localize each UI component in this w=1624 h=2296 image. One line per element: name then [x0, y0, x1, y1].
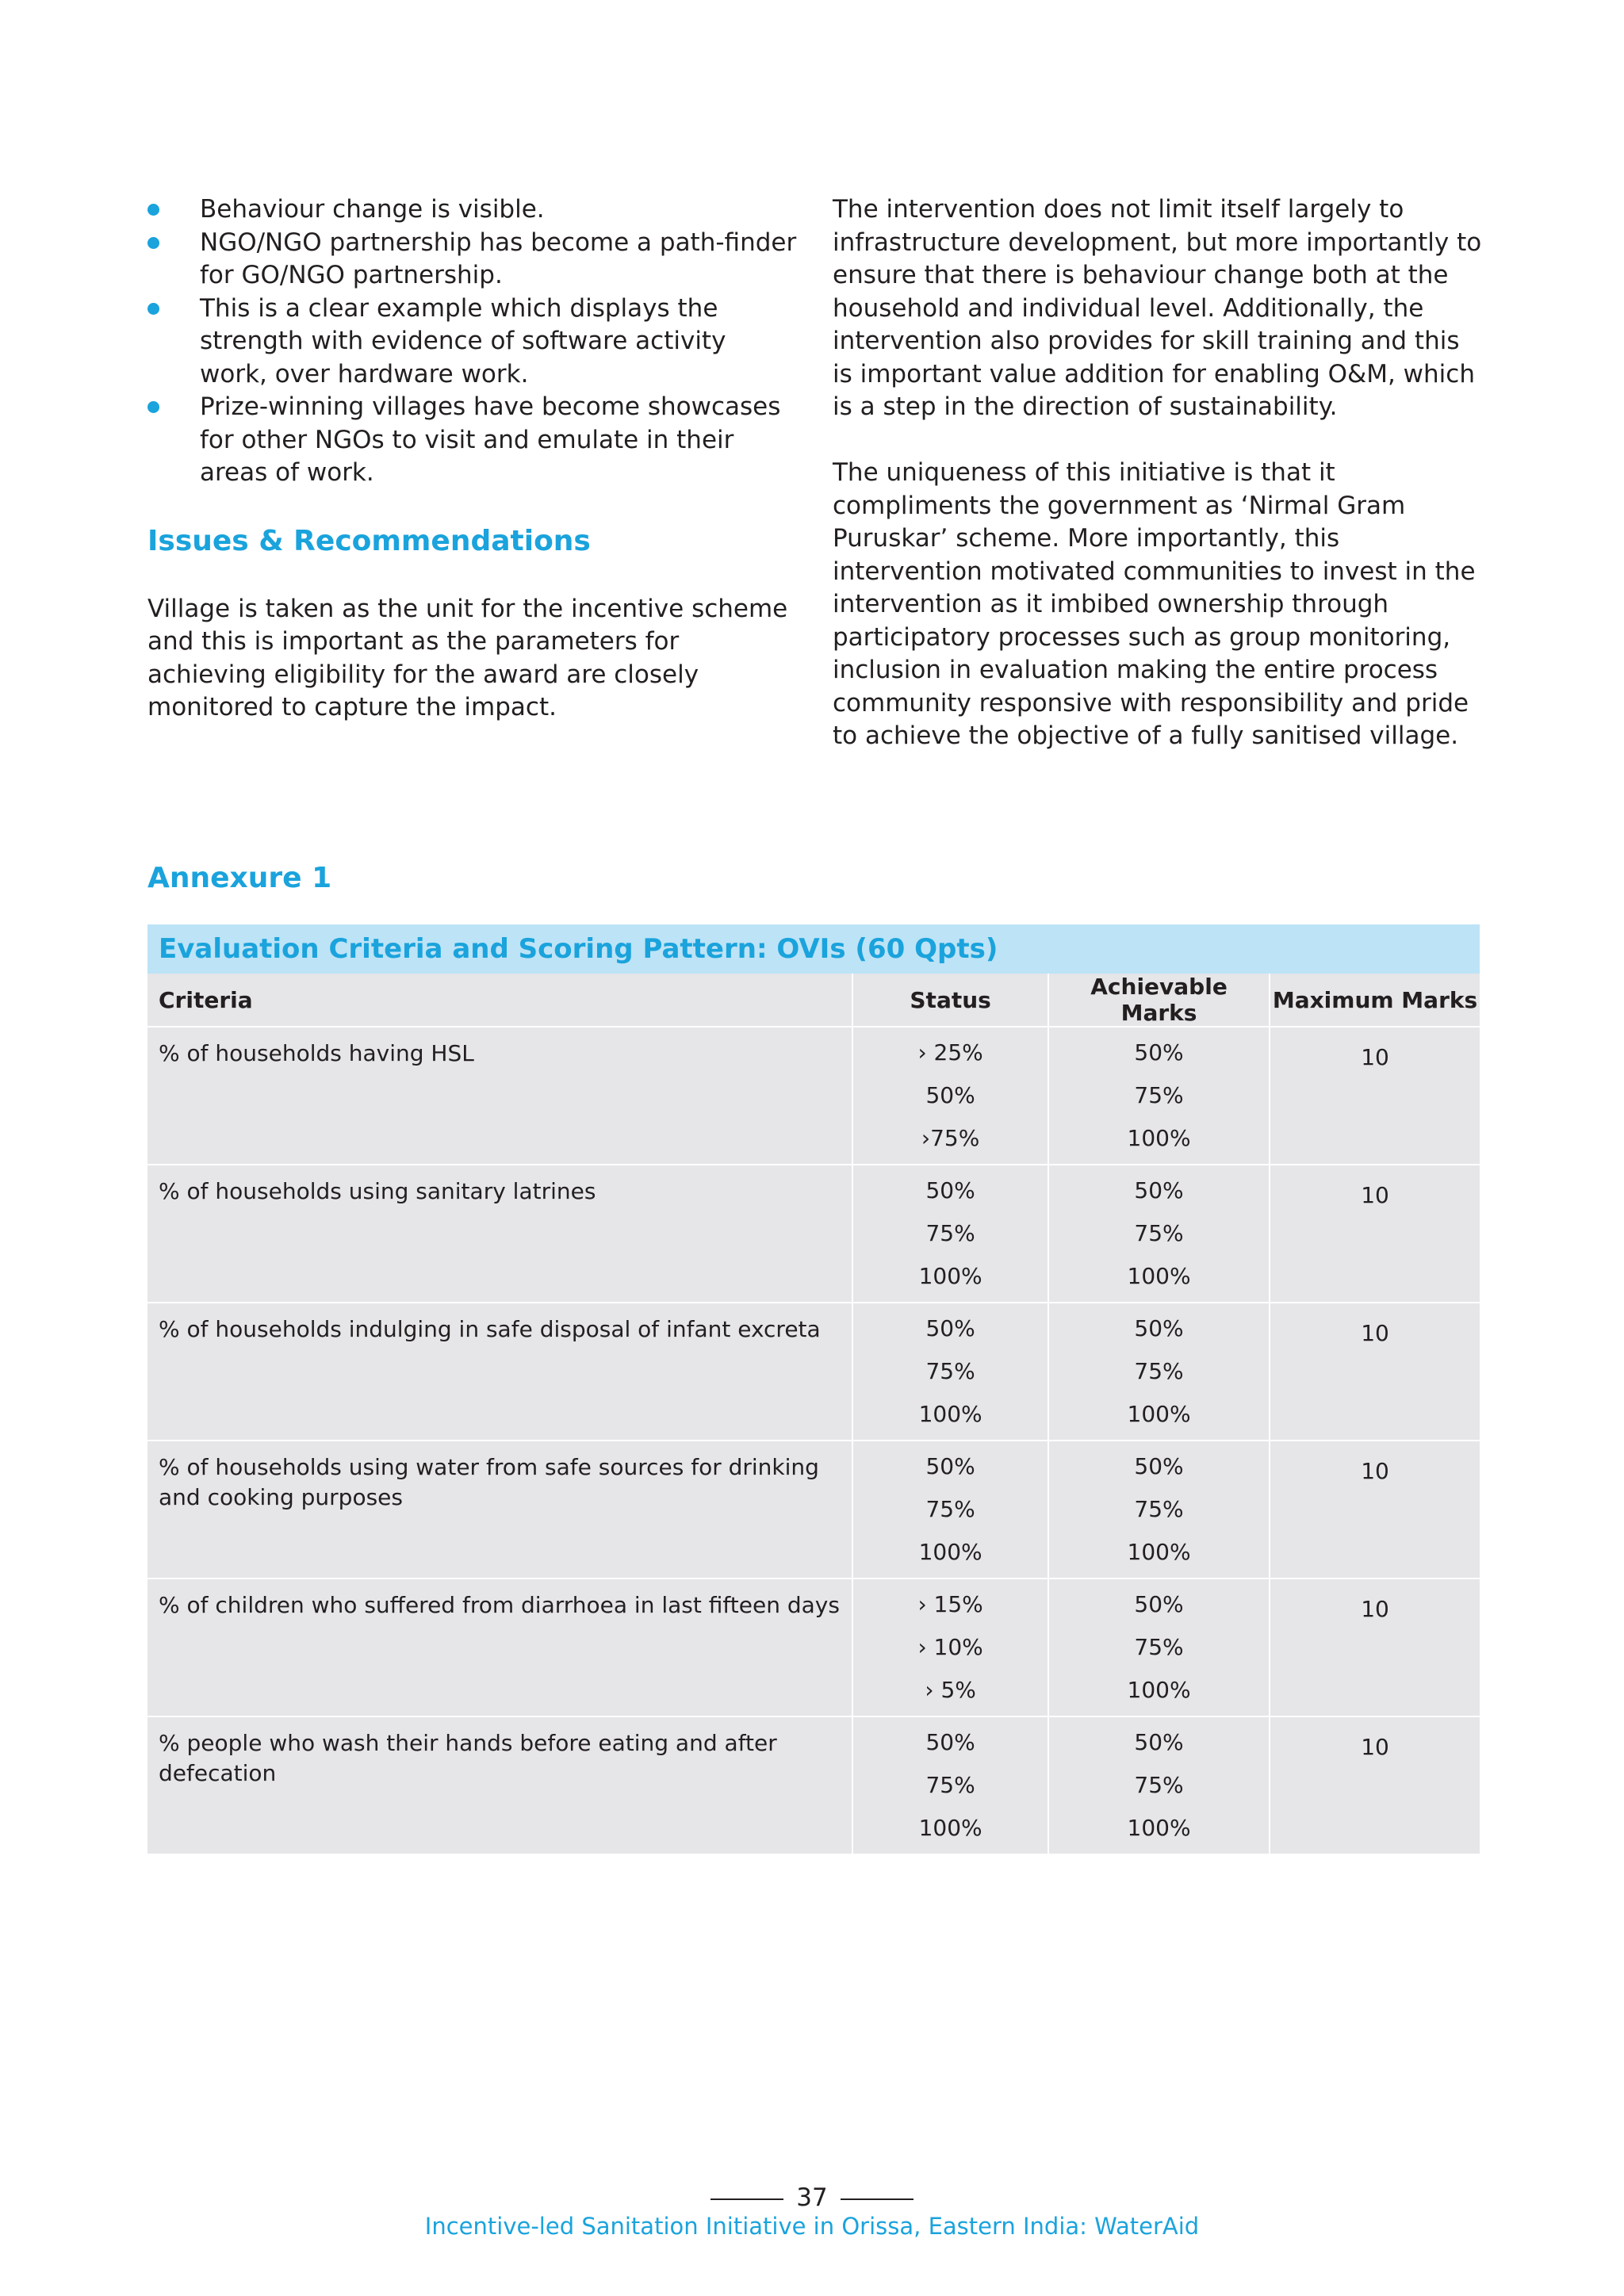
criteria-cell: % of households having HSL	[147, 1027, 852, 1165]
status-cell	[852, 1578, 1048, 1716]
status-cell	[852, 1165, 1048, 1303]
status-value: 75%	[925, 1772, 975, 1798]
maximum-cell: 10	[1270, 1441, 1480, 1578]
status-value: ›75%	[921, 1125, 980, 1151]
achievable-value: 75%	[1134, 1772, 1184, 1798]
footer-title: Incentive-led Sanitation Initiative in Orissa, Eastern India: WaterAid	[424, 2213, 1200, 2240]
achievable-value: 50%	[1134, 1729, 1184, 1755]
achievable-cell	[1048, 1303, 1270, 1441]
evaluation-table	[147, 924, 1480, 1854]
table-row	[147, 1441, 1480, 1578]
status-value: 75%	[925, 1496, 975, 1522]
status-cell	[852, 1303, 1048, 1441]
criteria-cell: % of households indulging in safe disposal of infant excreta	[147, 1303, 852, 1441]
criteria-cell: % of households using water from safe sources for drinking and cooking purposes	[147, 1441, 852, 1578]
status-value: 100%	[918, 1263, 982, 1289]
maximum-cell: 10	[1270, 1165, 1480, 1303]
page-number	[0, 2182, 1624, 2214]
criteria-cell: % of households using sanitary latrines	[147, 1165, 852, 1303]
status-value: 50%	[925, 1082, 975, 1108]
status-value: 50%	[925, 1315, 975, 1341]
status-value: 50%	[925, 1177, 975, 1203]
issues-heading: Issues & Recommendations	[147, 524, 591, 557]
bullet-dot-icon	[147, 204, 159, 216]
achievable-value: 100%	[1127, 1677, 1191, 1703]
bullet-item: NGO/NGO partnership has become a path-finder for GO/NGO partnership.	[147, 227, 798, 293]
table-header-row	[147, 974, 1480, 1027]
maximum-cell: 10	[1270, 1578, 1480, 1716]
criteria-cell: % people who wash their hands before eating and after defecation	[147, 1716, 852, 1854]
achievable-value: 75%	[1134, 1634, 1184, 1660]
achievable-value: 75%	[1134, 1358, 1184, 1384]
maximum-cell: 10	[1361, 1734, 1389, 1760]
status-value: 50%	[925, 1453, 975, 1479]
status-value: 100%	[918, 1401, 982, 1427]
status-cell	[852, 1027, 1048, 1165]
status-cell	[852, 1716, 1048, 1854]
status-value: › 25%	[917, 1039, 983, 1066]
annexure-heading: Annexure 1	[147, 862, 332, 894]
intervention-paragraph: The intervention does not limit itself largely to infrastructure development, but more importantly to ensure that there is behaviour change both at the household and individual level. Additionally, the intervention also provides for skill training and this is important value addition for enabling O&M, which is a step in the direction of sustainability.	[833, 195, 1482, 421]
status-cell	[852, 1441, 1048, 1578]
page-number-text: 37	[796, 2183, 828, 2212]
achievable-value: 50%	[1134, 1453, 1184, 1479]
table-title-row	[147, 924, 1480, 974]
table-row	[147, 1303, 1480, 1441]
header-achievable: Achievable Marks	[1048, 974, 1270, 1027]
achievable-cell	[1048, 1027, 1270, 1165]
achievable-value: 75%	[1134, 1496, 1184, 1522]
achievable-value: 75%	[1134, 1220, 1184, 1246]
footer-rule-right	[841, 2198, 914, 2200]
maximum-cell: 10	[1270, 1303, 1480, 1441]
footer-rule-left	[710, 2198, 783, 2200]
status-value: 100%	[918, 1815, 982, 1841]
table-row	[147, 1578, 1480, 1716]
achievable-cell	[1048, 1716, 1270, 1854]
findings-list	[147, 193, 798, 490]
uniqueness-paragraph: The uniqueness of this initiative is that it compliments the government as ‘Nirmal Gram Puruskar’ scheme. More importantly, this intervention motivated communities to invest in the intervention as it imbibed ownership through participatory processes such as group monitoring, inclusion in evaluation making the entire process community responsive with responsibility and pride to achieve the objective of a fully sanitised village.	[833, 458, 1476, 750]
header-maximum: Maximum Marks	[1270, 974, 1480, 1027]
status-value: 100%	[918, 1539, 982, 1565]
bullet-item: Behaviour change is visible.	[147, 193, 798, 227]
bullet-dot-icon	[147, 237, 159, 249]
achievable-value: 75%	[1134, 1082, 1184, 1108]
left-column	[147, 193, 798, 725]
achievable-value: 100%	[1127, 1263, 1191, 1289]
maximum-cell: 10	[1270, 1027, 1480, 1165]
table-row	[147, 1716, 1480, 1854]
table-row	[147, 1027, 1480, 1165]
status-value: › 10%	[917, 1634, 983, 1660]
achievable-value: 100%	[1127, 1401, 1191, 1427]
bullet-dot-icon	[147, 401, 159, 413]
achievable-value: 50%	[1134, 1177, 1184, 1203]
achievable-value: 100%	[1127, 1539, 1191, 1565]
header-criteria: Criteria	[147, 974, 852, 1027]
achievable-value: 50%	[1134, 1591, 1184, 1617]
bullet-dot-icon	[147, 303, 159, 315]
achievable-value: 100%	[1127, 1815, 1191, 1841]
achievable-cell	[1048, 1165, 1270, 1303]
bullet-item: Prize-winning villages have become showcases for other NGOs to visit and emulate in their areas of work.	[147, 391, 798, 490]
status-value: 75%	[925, 1220, 975, 1246]
bullet-item: This is a clear example which displays the strength with evidence of software activity work, over hardware work.	[147, 293, 798, 392]
status-value: › 15%	[917, 1591, 983, 1617]
table-row	[147, 1165, 1480, 1303]
issues-paragraph: Village is taken as the unit for the incentive scheme and this is important as the parameters for achieving eligibility for the award are closely monitored to capture the impact.	[147, 594, 788, 721]
achievable-cell	[1048, 1578, 1270, 1716]
status-value: › 5%	[925, 1677, 976, 1703]
right-column	[833, 193, 1483, 753]
achievable-value: 100%	[1127, 1125, 1191, 1151]
status-value: 75%	[925, 1358, 975, 1384]
achievable-value: 50%	[1134, 1315, 1184, 1341]
achievable-cell	[1048, 1441, 1270, 1578]
header-status: Status	[852, 974, 1048, 1027]
criteria-cell: % of children who suffered from diarrhoea in last fifteen days	[147, 1578, 852, 1716]
status-value: 50%	[925, 1729, 975, 1755]
achievable-value: 50%	[1134, 1039, 1184, 1066]
table-title: Evaluation Criteria and Scoring Pattern: OVIs (60 Qpts)	[147, 924, 1480, 974]
